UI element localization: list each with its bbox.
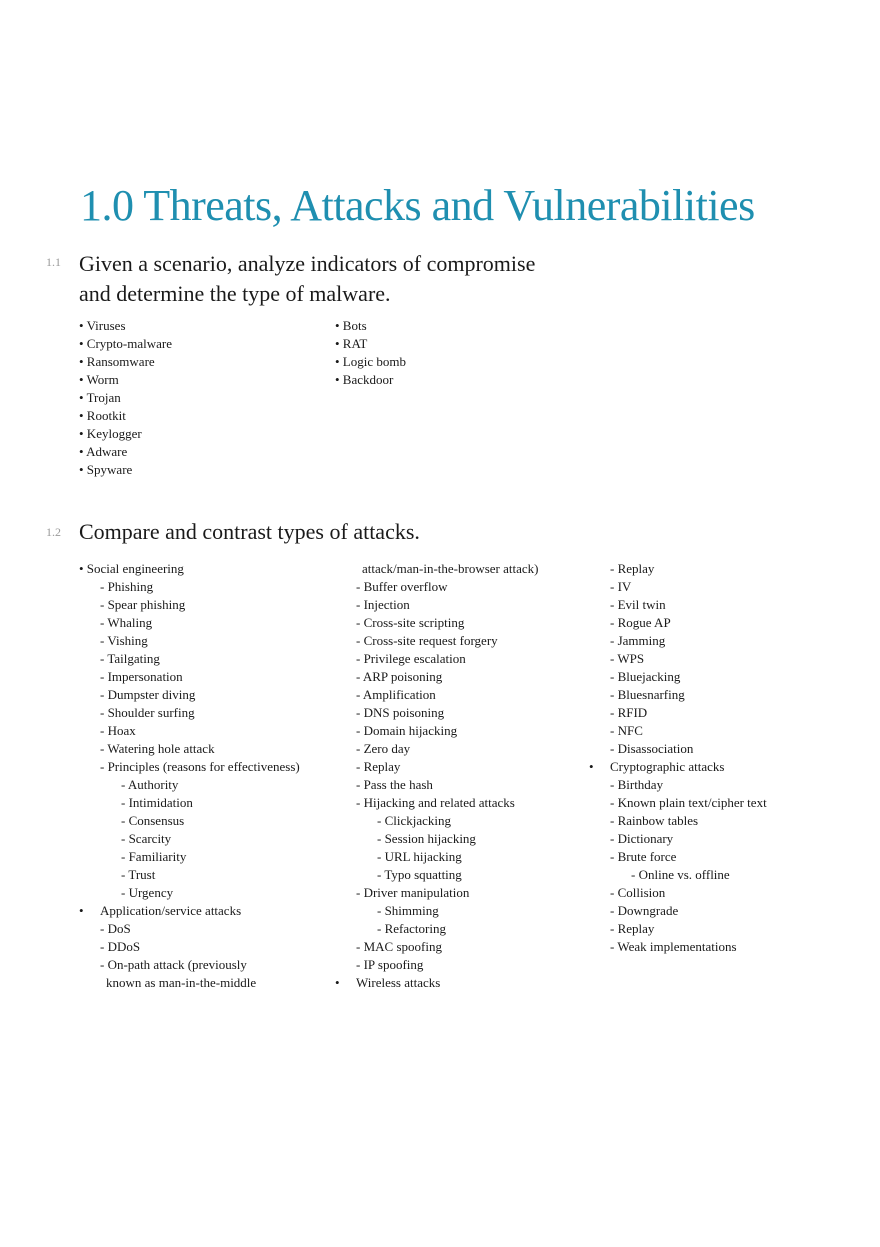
list-item: - Weak implementations (610, 939, 737, 954)
list-item: - ARP poisoning (356, 669, 443, 684)
list-item: - On-path attack (previously (100, 957, 247, 972)
list-item: - Impersonation (100, 669, 183, 684)
list-item: - Domain hijacking (356, 723, 458, 738)
list-item: - Buffer overflow (356, 579, 448, 594)
list-item: - Bluesnarfing (610, 687, 685, 702)
list-item: • Backdoor (335, 372, 394, 387)
list-item: - IP spoofing (356, 957, 424, 972)
list-item: - Intimidation (121, 795, 193, 810)
list-item: • Wireless attacks (335, 974, 539, 992)
list-item: - Principles (reasons for effectiveness) (100, 759, 300, 774)
list-item: - Rogue AP (610, 615, 671, 630)
list-item: - Trust (121, 867, 156, 882)
malware-list-col2 (335, 317, 406, 389)
list-item: - Hoax (100, 723, 136, 738)
list-item: - Phishing (100, 579, 154, 594)
list-item: - Consensus (121, 813, 185, 828)
section-heading-line: and determine the type of malware. (79, 281, 391, 306)
list-item: - Bluejacking (610, 669, 681, 684)
section-heading (79, 249, 535, 309)
list-item: - Zero day (356, 741, 411, 756)
list-item: • Rootkit (79, 408, 126, 423)
page-title: 1.0 Threats, Attacks and Vulnerabilities (80, 181, 755, 230)
list-item: - Collision (610, 885, 666, 900)
list-item: - Refactoring (377, 921, 446, 936)
list-item: - Injection (356, 597, 410, 612)
list-item: - Cross-site request forgery (356, 633, 498, 648)
list-item: - Replay (610, 561, 655, 576)
list-item: - DDoS (100, 939, 141, 954)
list-item: - IV (610, 579, 632, 594)
list-item: - Downgrade (610, 903, 679, 918)
list-item: - Typo squatting (377, 867, 462, 882)
list-item: - Online vs. offline (631, 867, 730, 882)
list-item: - Replay (610, 921, 655, 936)
list-item: • Viruses (79, 318, 126, 333)
list-item: • Trojan (79, 390, 121, 405)
list-item: • Worm (79, 372, 119, 387)
list-item: • Application/service attacks (79, 902, 300, 920)
list-item: - URL hijacking (377, 849, 462, 864)
list-item: - WPS (610, 651, 645, 666)
list-item: - Session hijacking (377, 831, 476, 846)
list-item: - Birthday (610, 777, 664, 792)
list-item: - Familiarity (121, 849, 187, 864)
list-item: • RAT (335, 336, 368, 351)
attacks-list-col3 (589, 560, 767, 956)
list-item: - Pass the hash (356, 777, 433, 792)
section-heading: Compare and contrast types of attacks. (79, 519, 420, 544)
list-item: known as man-in-the-middle (106, 975, 257, 990)
list-item: • Adware (79, 444, 128, 459)
list-item: - Privilege escalation (356, 651, 466, 666)
list-item: • Keylogger (79, 426, 142, 441)
list-item: - Driver manipulation (356, 885, 470, 900)
list-item: - RFID (610, 705, 648, 720)
list-item: - Evil twin (610, 597, 666, 612)
list-item: - Replay (356, 759, 401, 774)
list-item: - Hijacking and related attacks (356, 795, 515, 810)
list-item: - Clickjacking (377, 813, 452, 828)
list-item: - Jamming (610, 633, 666, 648)
list-item: - Known plain text/cipher text (610, 795, 767, 810)
list-item: - Vishing (100, 633, 148, 648)
list-item: - Watering hole attack (100, 741, 215, 756)
section-number: 1.2 (46, 525, 61, 539)
list-item: - Dumpster diving (100, 687, 196, 702)
list-item: • Cryptographic attacks (589, 758, 767, 776)
list-item: • Logic bomb (335, 354, 406, 369)
list-item: - DoS (100, 921, 131, 936)
list-item: - Cross-site scripting (356, 615, 465, 630)
section-heading-line: Given a scenario, analyze indicators of compromise (79, 251, 536, 276)
list-item: - Authority (121, 777, 179, 792)
list-item: - Rainbow tables (610, 813, 699, 828)
list-item: - Shoulder surfing (100, 705, 195, 720)
list-item: - Disassociation (610, 741, 694, 756)
attacks-list-col2 (335, 560, 539, 992)
list-item: attack/man-in-the-browser attack) (362, 561, 539, 576)
list-item: - Tailgating (100, 651, 160, 666)
list-item: • Crypto-malware (79, 336, 172, 351)
list-item: - Brute force (610, 849, 677, 864)
list-item: - Urgency (121, 885, 174, 900)
list-item: - MAC spoofing (356, 939, 442, 954)
list-item: - Whaling (100, 615, 153, 630)
list-item: • Bots (335, 318, 367, 333)
list-item: - Dictionary (610, 831, 674, 846)
list-item: - Shimming (377, 903, 439, 918)
list-item: - Spear phishing (100, 597, 186, 612)
list-item: - NFC (610, 723, 643, 738)
section-number: 1.1 (46, 255, 61, 269)
list-item: - Scarcity (121, 831, 172, 846)
malware-list-col1 (79, 317, 172, 479)
list-item: - Amplification (356, 687, 436, 702)
list-item: • Spyware (79, 462, 133, 477)
list-item: - DNS poisoning (356, 705, 445, 720)
list-item: • Ransomware (79, 354, 155, 369)
list-item: • Social engineering (79, 561, 184, 576)
attacks-list-col1 (79, 560, 300, 992)
